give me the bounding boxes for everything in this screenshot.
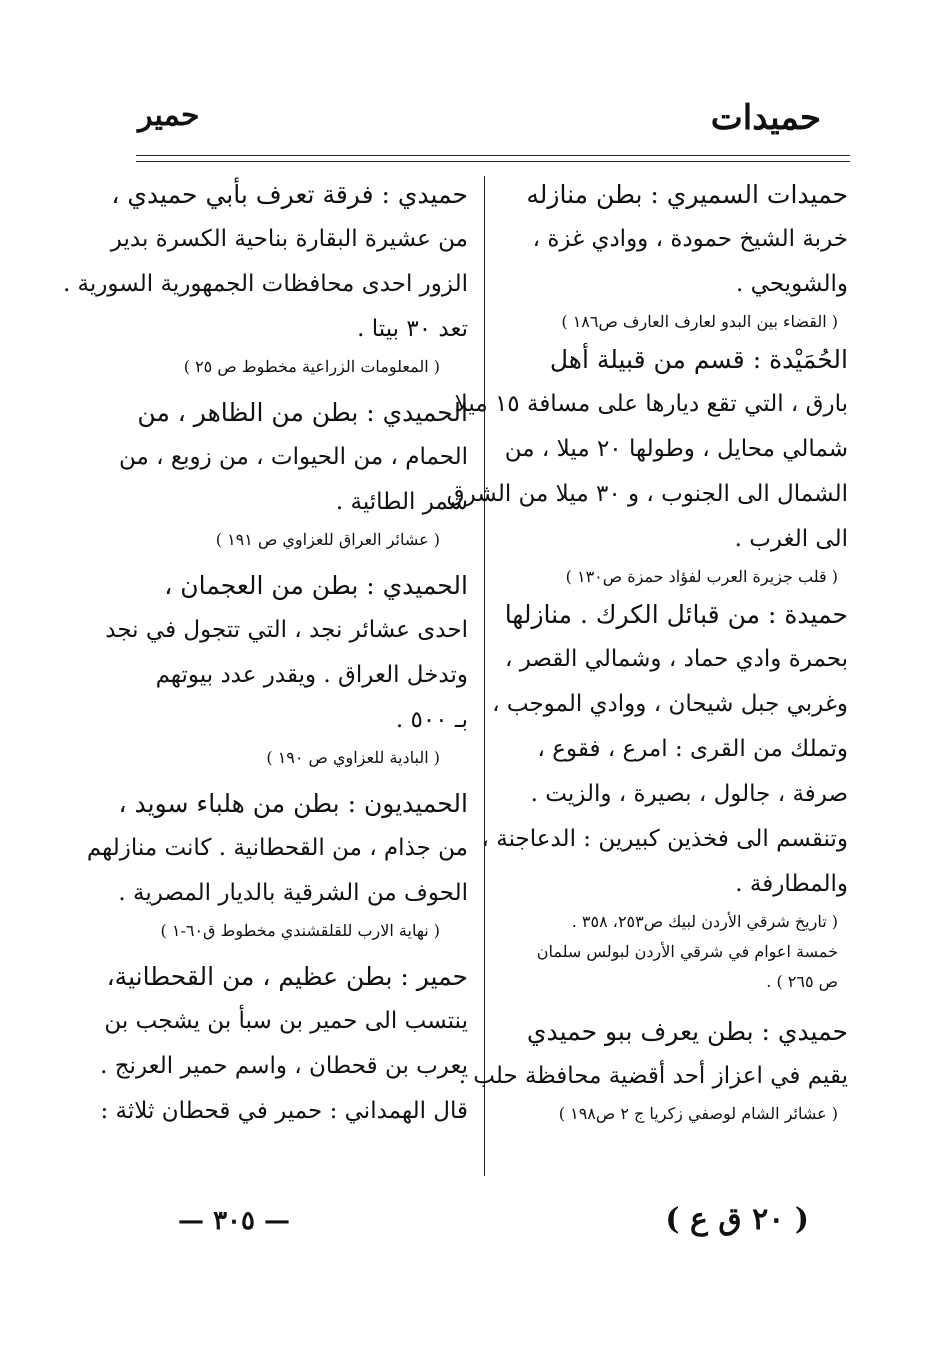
text-line: بـ ٥٠٠ . bbox=[395, 707, 468, 733]
text-line: الشمال الى الجنوب ، و ٣٠ ميلا من الشرق bbox=[446, 481, 848, 507]
text-line: وتدخل العراق . ويقدر عدد بيوتهم bbox=[155, 662, 468, 688]
text-line: شمر الطائية . bbox=[335, 489, 468, 515]
source-citation: ( تاريخ شرقي الأردن لبيك ص٢٥٣، ٣٥٨ . bbox=[571, 912, 838, 931]
text-line: من عشيرة البقارة بناحية الكسرة بدير bbox=[110, 226, 468, 252]
right-column bbox=[446, 172, 848, 1129]
text-line: بحمرة وادي حماد ، وشمالي القصر ، bbox=[504, 646, 848, 672]
header-rule-bottom bbox=[136, 161, 850, 162]
source-citation: ( نهاية الارب للقلقشندي مخطوط ق٦٠-١ ) bbox=[160, 921, 440, 940]
entry-heading-line: الحميديون : بطن من هلباء سويد ، bbox=[118, 789, 468, 818]
entry-heading-line: الحميدي : بطن من العجمان ، bbox=[164, 571, 468, 600]
text-line: شمالي محايل ، وطولها ٢٠ ميلا ، من bbox=[504, 436, 848, 462]
source-citation: ( القضاء بين البدو لعارف العارف ص١٨٦ ) bbox=[561, 312, 838, 331]
source-citation: ( المعلومات الزراعية مخطوط ص ٢٥ ) bbox=[183, 357, 440, 376]
entry-heading-line: حميدات السميري : بطن منازله bbox=[526, 180, 848, 209]
text-line: قال الهمداني : حمير في قحطان ثلاثة : bbox=[100, 1098, 468, 1124]
entry-heading-line: حميدة : من قبائل الكرك . منازلها bbox=[504, 600, 848, 629]
text-line: يقيم في اعزاز أحد أقضية محافظة حلب . bbox=[458, 1063, 848, 1089]
text-line: صرفة ، جالول ، بصيرة ، والزيت . bbox=[530, 781, 848, 807]
text-line: وتنقسم الى فخذين كبيرين : الدعاجنة ، bbox=[481, 826, 848, 852]
text-line: والمطارفة . bbox=[735, 871, 848, 897]
entry-heading-line: حمير : بطن عظيم ، من القحطانية، bbox=[106, 962, 468, 991]
left-column bbox=[62, 172, 468, 1134]
text-line: ينتسب الى حمير بن سبأ بن يشجب بن bbox=[104, 1008, 468, 1034]
source-citation: ( عشائر الشام لوصفي زكريا ج ٢ ص١٩٨ ) bbox=[558, 1104, 838, 1123]
text-line: من جذام ، من القحطانية . كانت منازلهم bbox=[86, 835, 468, 861]
text-line: خربة الشيخ حمودة ، ووادي غزة ، bbox=[532, 226, 848, 252]
source-citation: ( قلب جزيرة العرب لفؤاد حمزة ص١٣٠ ) bbox=[565, 567, 838, 586]
text-line: وغربي جبل شيحان ، ووادي الموجب ، bbox=[492, 691, 848, 717]
source-citation: ص ٢٦٥ ) . bbox=[766, 972, 838, 991]
source-citation: خمسة اعوام في شرقي الأردن لبولس سلمان bbox=[536, 942, 838, 961]
text-line: وتملك من القرى : امرع ، فقوع ، bbox=[537, 736, 848, 762]
header-rule-top bbox=[136, 155, 850, 156]
source-citation: ( البادية للعزاوي ص ١٩٠ ) bbox=[266, 748, 440, 767]
text-line: الحمام ، من الحيوات ، من زوبع ، من bbox=[119, 444, 468, 470]
text-line: احدى عشائر نجد ، التي تتجول في نجد bbox=[105, 617, 468, 643]
column-divider bbox=[484, 176, 485, 1176]
signature-mark: ( ٢٠ ق ع ) bbox=[665, 1202, 809, 1237]
entry-heading-line: حميدي : بطن يعرف ببو حميدي bbox=[526, 1017, 848, 1046]
source-citation: ( عشائر العراق للعزاوي ص ١٩١ ) bbox=[215, 530, 440, 549]
entry-heading-line: الحميدي : بطن من الظاهر ، من bbox=[137, 398, 468, 427]
text-line: الحوف من الشرقية بالديار المصرية . bbox=[118, 880, 468, 906]
text-line: تعد ٣٠ بيتا . bbox=[357, 316, 468, 342]
text-line: الى الغرب . bbox=[734, 526, 848, 552]
entry-heading-line: الحُمَيْدة : قسم من قبيلة أهل bbox=[549, 345, 848, 374]
text-line: يعرب بن قحطان ، واسم حمير العرنج . bbox=[100, 1053, 468, 1079]
entry-heading-line: حميدي : فرقة تعرف بأبي حميدي ، bbox=[111, 180, 468, 209]
text-line: الزور احدى محافظات الجمهورية السورية . bbox=[62, 271, 468, 297]
running-header-right: حميدات bbox=[710, 98, 821, 138]
page-number: — ٣٠٥ — bbox=[178, 1206, 291, 1236]
running-header-left: حمير bbox=[138, 98, 200, 133]
text-line: بارق ، التي تقع ديارها على مسافة ١٥ ميلا bbox=[454, 391, 848, 417]
text-line: والشويحي . bbox=[736, 271, 848, 297]
